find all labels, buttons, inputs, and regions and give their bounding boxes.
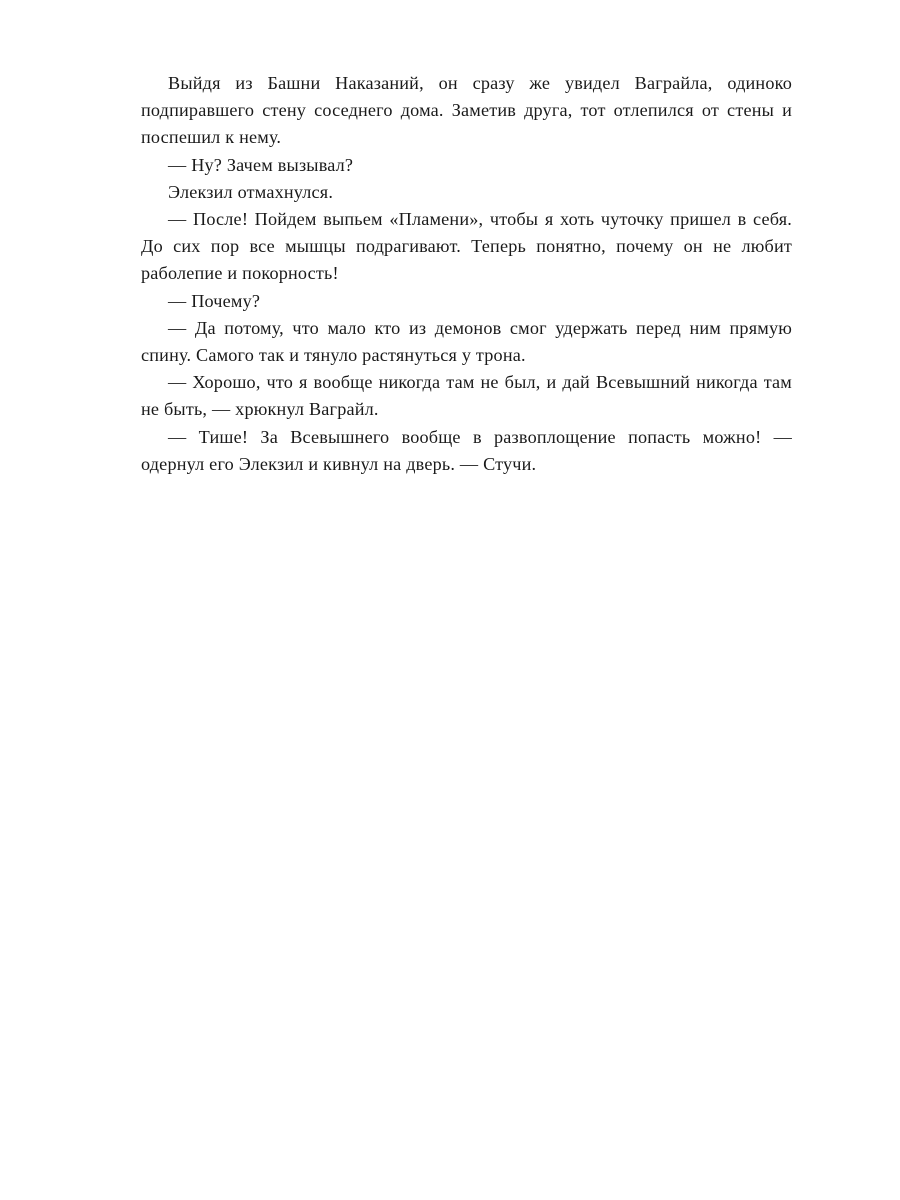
paragraph: — Да потому, что мало кто из демонов смог удержать перед ним прямую спину. Самого так и тянуло растянуться у трона. — [141, 317, 792, 366]
paragraph: — Тише! За Всевышнего вообще в развоплощение попасть можно! — одернул его Элекзил и кивнул на дверь. — Стучи. — [141, 426, 792, 474]
page-text-block — [141, 70, 792, 478]
blank-lower-page-area — [141, 480, 792, 1140]
paragraph: Выйдя из Башни Наказаний, он сразу же увидел Ваграйла, одиноко подпиравшего стену соседнего дома. Заметив друга, тот отлепился от стены и поспешил к нему. — [141, 73, 792, 148]
paragraph: — После! Пойдем выпьем «Пламени», чтобы я хоть чуточку пришел в себя. До сих пор все мышцы подрагивают. Теперь понятно, почему он не любит раболепие и покорность! — [141, 209, 792, 284]
paragraph: — Ну? Зачем вызывал? — [168, 154, 354, 175]
paragraph: — Хорошо, что я вообще никогда там не был, и дай Всевышний никогда там не быть, — хрюкнул Ваграйл. — [141, 372, 792, 420]
paragraph: — Почему? — [168, 290, 261, 311]
paragraph: Элекзил отмахнулся. — [168, 181, 334, 202]
